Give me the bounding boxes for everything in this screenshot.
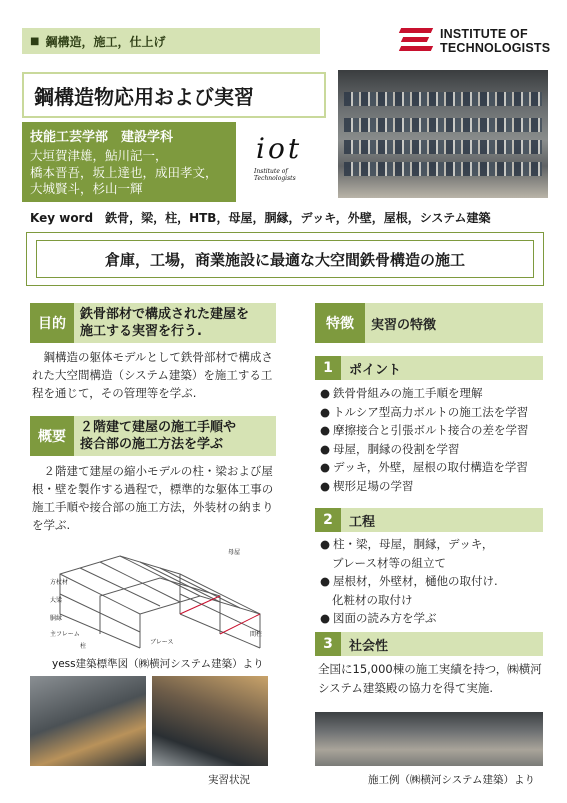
points-header <box>315 356 543 380</box>
points-title: ポイント <box>349 362 402 378</box>
practice-caption: 実習状況 <box>208 774 250 786</box>
list-item: ● 図面の読み方を学ぶ <box>320 611 437 625</box>
practice-photo-1 <box>30 676 146 766</box>
diagram-caption: yess建築標準図（㈱横河システム建築）より <box>52 658 264 670</box>
diagram-label: 大梁 <box>50 597 63 604</box>
iot-logo <box>250 130 330 186</box>
overview-tag: 概要 <box>30 416 74 456</box>
purpose-title: 鉄骨部材で構成された建屋を 施工する実習を行う. <box>80 307 250 339</box>
keywords-line: Key word 鉄骨，梁，柱，HTB，母屋，胴縁，デッキ，外壁，屋根，システム建築 <box>30 211 491 225</box>
category-label: 鋼構造，施工，仕上げ <box>45 34 166 49</box>
features-header <box>315 303 543 343</box>
construction-list <box>320 535 498 628</box>
points-list <box>320 384 529 495</box>
points-number: 1 <box>315 356 341 380</box>
institute-logo <box>400 25 550 59</box>
diagram-label: 主フレーム <box>50 631 80 638</box>
overview-text: ２階建て建屋の縮小モデルの柱・梁および屋根・壁を製作する過程で，標準的な躯体工事の施工手順や接合部の施工方法，外装材の納まりを学ぶ. <box>32 464 274 532</box>
social-text: 全国に15,000棟の施工実績を持つ，㈱横河システム建築殿の協力を得て実施. <box>318 662 542 695</box>
list-item: ● デッキ，外壁，屋根の取付構造を学習 <box>320 460 528 474</box>
iot-logo-mark: iot <box>256 132 303 165</box>
construction-number: 2 <box>315 508 341 532</box>
square-bullet-icon: ■ <box>30 35 40 47</box>
steel-frame-diagram <box>50 544 286 652</box>
list-item: ● 屋根材，外壁材，樋他の取付け. <box>320 574 498 588</box>
institute-logo-text: INSTITUTE OF TECHNOLOGISTS <box>440 27 551 55</box>
social-title: 社会性 <box>349 638 389 654</box>
department-name: 技能工芸学部 建設学科 <box>30 130 174 145</box>
construction-title: 工程 <box>349 514 376 530</box>
list-item: ● 楔形足場の学習 <box>320 478 414 493</box>
list-item: 化粧材の取付け <box>332 592 413 607</box>
list-item: ● 母屋，胴縁の役割を学習 <box>320 441 460 456</box>
list-item: ● 柱・梁，母屋，胴縁，デッキ， <box>320 537 494 551</box>
diagram-label: 方杖材 <box>50 579 69 586</box>
practice-photo-2 <box>152 676 268 766</box>
social-number: 3 <box>315 632 341 656</box>
example-caption: 施工例（㈱横河システム建築）より <box>368 774 535 786</box>
construction-header <box>315 508 543 532</box>
category-bar <box>22 28 320 54</box>
banner-text: 倉庫，工場，商業施設に最適な大空間鉄骨構造の施工 <box>36 240 534 278</box>
overview-title: ２階建て建屋の施工手順や 接合部の施工方法を学ぶ <box>80 420 237 452</box>
purpose-tag: 目的 <box>30 303 74 343</box>
features-tag: 特徴 <box>315 303 365 343</box>
construction-example-photo <box>315 712 543 766</box>
diagram-label: 胴縁 <box>50 615 63 622</box>
page-title: 鋼構造物応用および実習 <box>22 72 326 118</box>
social-header <box>315 632 543 656</box>
list-item: ● 鉄骨骨組みの施工手順を理解 <box>320 386 483 400</box>
list-item: ● トルシア型高力ボルトの施工法を学習 <box>320 404 529 419</box>
list-item: ● 摩擦接合と引張ボルト接合の差を学習 <box>320 423 529 437</box>
diagram-label: ブレース <box>150 639 174 646</box>
group-photo <box>338 70 548 198</box>
steel-frame-svg <box>50 544 286 652</box>
features-title: 実習の特徴 <box>371 317 437 333</box>
overview-header <box>30 416 276 456</box>
diagram-label: 間柱 <box>250 631 263 638</box>
diagram-label: 柱 <box>80 643 87 650</box>
author-names: 大垣賀津雄，鮎川記一， 橋本晋吾，坂上達也，成田孝文， 大城賢斗，杉山一輝 <box>30 148 218 196</box>
iot-logo-caption: Institute of Technologists <box>254 168 296 182</box>
purpose-header <box>30 303 276 343</box>
department-box <box>22 122 236 202</box>
institute-logo-mark-icon <box>400 28 434 54</box>
list-item: ブレース材等の組立て <box>332 555 446 570</box>
diagram-label: 母屋 <box>228 549 241 556</box>
purpose-text: 鋼構造の躯体モデルとして鉄骨部材で構成された大空間構造（システム建築）を施工する工程を通じて，その管理等を学ぶ. <box>32 350 273 400</box>
